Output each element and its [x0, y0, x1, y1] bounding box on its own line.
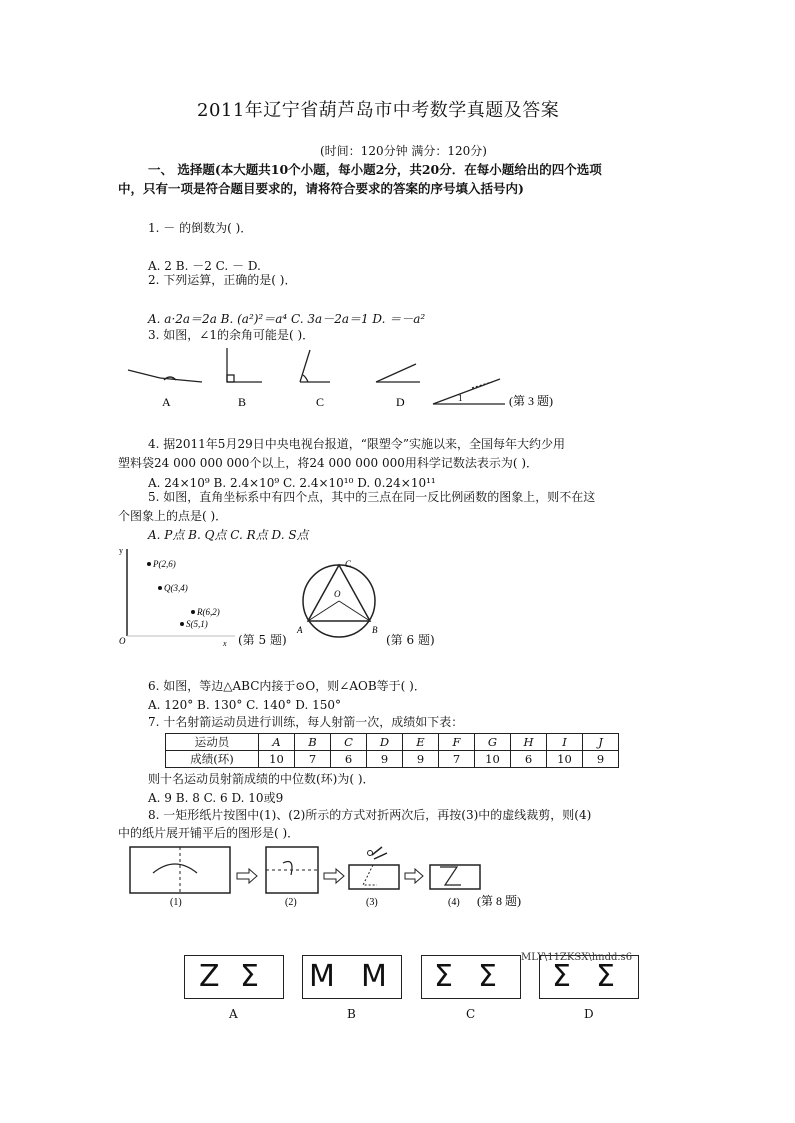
q3-label-d: D [396, 395, 405, 409]
q6-label-b: B [372, 625, 378, 635]
table-cell: 7 [439, 751, 475, 768]
q3-angle-label: 1 [458, 393, 463, 403]
table-cell: F [439, 734, 475, 751]
q3-figure [120, 342, 580, 412]
q8-option-label-c: C [466, 1007, 476, 1021]
q8-option-label-b: B [347, 1007, 356, 1021]
table-row [166, 751, 619, 768]
q2-options: A. a·2a＝2a B. (a²)²＝a⁴ C. 3a－2a＝1 D. ＝－a² [148, 312, 426, 326]
table-cell: J [583, 734, 619, 751]
table-cell: B [295, 734, 331, 751]
q7-options: A. 9 B. 8 C. 6 D. 10或9 [148, 791, 284, 805]
q8-option-a-glyph-left: Z [199, 959, 220, 994]
q5-figure [115, 543, 240, 648]
q5-point-label-0: P(2,6) [153, 559, 176, 569]
table-header-athlete: 运动员 [166, 734, 259, 751]
table-cell: 7 [295, 751, 331, 768]
q5-line1: 5. 如图，直角坐标系中有四个点，其中的三点在同一反比例函数的图象上，则不在这 [148, 490, 596, 504]
q6-stem: 6. 如图，等边△ABC内接于⊙O，则∠AOB等于( )． [148, 679, 426, 693]
q7-question: 则十名运动员射箭成绩的中位数(环)为( )． [148, 772, 375, 786]
q8-option-c-figure [421, 955, 521, 999]
table-cell: H [511, 734, 547, 751]
table-cell: 9 [583, 751, 619, 768]
q8-option-d-glyph-right: Σ [596, 959, 615, 994]
q6-label-o: O [334, 589, 341, 599]
table-row [166, 734, 619, 751]
q8-caption: (第 8 题) [477, 894, 521, 908]
table-cell: C [331, 734, 367, 751]
q5-caption: (第 5 题) [238, 633, 287, 647]
table-cell: A [259, 734, 295, 751]
table-cell: D [367, 734, 403, 751]
q5-point-0 [147, 562, 151, 566]
q8-option-c-glyph-left: Σ [434, 959, 453, 994]
q2-stem: 2. 下列运算，正确的是( )． [148, 273, 297, 287]
q6-label-c: C [345, 559, 352, 569]
q8-option-label-a: A [229, 1007, 238, 1021]
q4-options: A. 24×10⁹ B. 2.4×10⁹ C. 2.4×10¹⁰ D. 0.24×10¹¹ [148, 476, 436, 490]
section-heading: 一、 选择题(本大题共10个小题，每小题2分，共20分．在每小题给出的四个选项 [148, 162, 602, 177]
table-header-score: 成绩(环) [166, 751, 259, 768]
q8-step-label-3: (3) [366, 897, 378, 908]
q5-y-axis-label: y [119, 546, 123, 555]
q8-option-c-glyph-right: Ʃ [478, 959, 497, 994]
q7-score-table [165, 733, 619, 768]
q8-line1: 8. 一矩形纸片按图中(1)、(2)所示的方式对折两次后，再按(3)中的虚线裁剪，则(4) [148, 808, 592, 822]
q8-option-d-glyph-left: Ʃ [552, 959, 571, 994]
q6-figure [294, 555, 389, 640]
table-cell: E [403, 734, 439, 751]
q6-label-a: A [297, 625, 303, 635]
section-heading-cont: 中，只有一项是符合题目要求的，请将符合要求的答案的序号填入括号内) [118, 181, 524, 196]
q3-label-c: C [316, 395, 325, 409]
q3-label-a: A [162, 395, 171, 409]
q5-x-axis-label: x [223, 639, 227, 648]
page-title: 2011年辽宁省葫芦岛市中考数学真题及答案 [197, 100, 560, 121]
q8-step-label-4: (4) [448, 897, 460, 908]
q8-step-label-2: (2) [285, 897, 297, 908]
q1-options: A. 2 B. －2 C. － D. [148, 259, 261, 273]
q8-option-a-figure [184, 955, 284, 999]
q5-point-label-2: R(6,2) [197, 607, 220, 617]
q8-option-b-glyph-right: M [361, 959, 387, 994]
q5-point-1 [158, 586, 162, 590]
q1-stem: 1. － 的倒数为( )． [148, 221, 253, 235]
watermark: MLY\11ZKSX\hndd.s6 [521, 952, 633, 963]
q5-point-2 [191, 610, 195, 614]
q7-stem: 7. 十名射箭运动员进行训练，每人射箭一次，成绩如下表： [148, 715, 464, 729]
table-cell: 6 [511, 751, 547, 768]
q4-line2: 塑料袋24 000 000 000个以上，将24 000 000 000用科学记数法表示为( )． [118, 456, 539, 470]
exam-info: (时间：120分钟 满分：120分) [320, 144, 487, 158]
q8-step-label-1: (1) [170, 897, 182, 908]
q5-point-3 [180, 622, 184, 626]
q8-line2: 中的纸片展开铺平后的图形是( )． [118, 826, 300, 840]
q8-option-b-glyph-left: M [309, 959, 335, 994]
q5-options: A. P点 B. Q点 C. R点 D. S点 [148, 528, 309, 542]
q5-origin: O [119, 636, 126, 646]
q6-caption: (第 6 题) [386, 633, 435, 647]
table-cell: G [475, 734, 511, 751]
q5-line2: 个图象上的点是( )． [118, 509, 228, 523]
q8-option-a-glyph-right: Σ [240, 959, 259, 994]
table-cell: 10 [259, 751, 295, 768]
q6-options: A. 120° B. 130° C. 140° D. 150° [148, 698, 342, 712]
q3-label-b: B [238, 395, 247, 409]
q8-folding-figure [125, 843, 545, 913]
table-cell: 10 [475, 751, 511, 768]
table-cell: I [547, 734, 583, 751]
table-cell: 9 [367, 751, 403, 768]
q3-stem: 3. 如图，∠1的余角可能是( )． [148, 328, 315, 342]
q5-point-label-3: S(5,1) [186, 619, 208, 629]
q4-line1: 4. 据2011年5月29日中央电视台报道，“限塑令”实施以来，全国每年大约少用 [148, 437, 565, 451]
table-cell: 6 [331, 751, 367, 768]
table-cell: 10 [547, 751, 583, 768]
q3-caption: (第 3 题) [509, 394, 553, 408]
q8-option-b-figure [302, 955, 402, 999]
q5-point-label-1: Q(3,4) [164, 583, 188, 593]
q8-option-label-d: D [584, 1007, 594, 1021]
table-cell: 9 [403, 751, 439, 768]
